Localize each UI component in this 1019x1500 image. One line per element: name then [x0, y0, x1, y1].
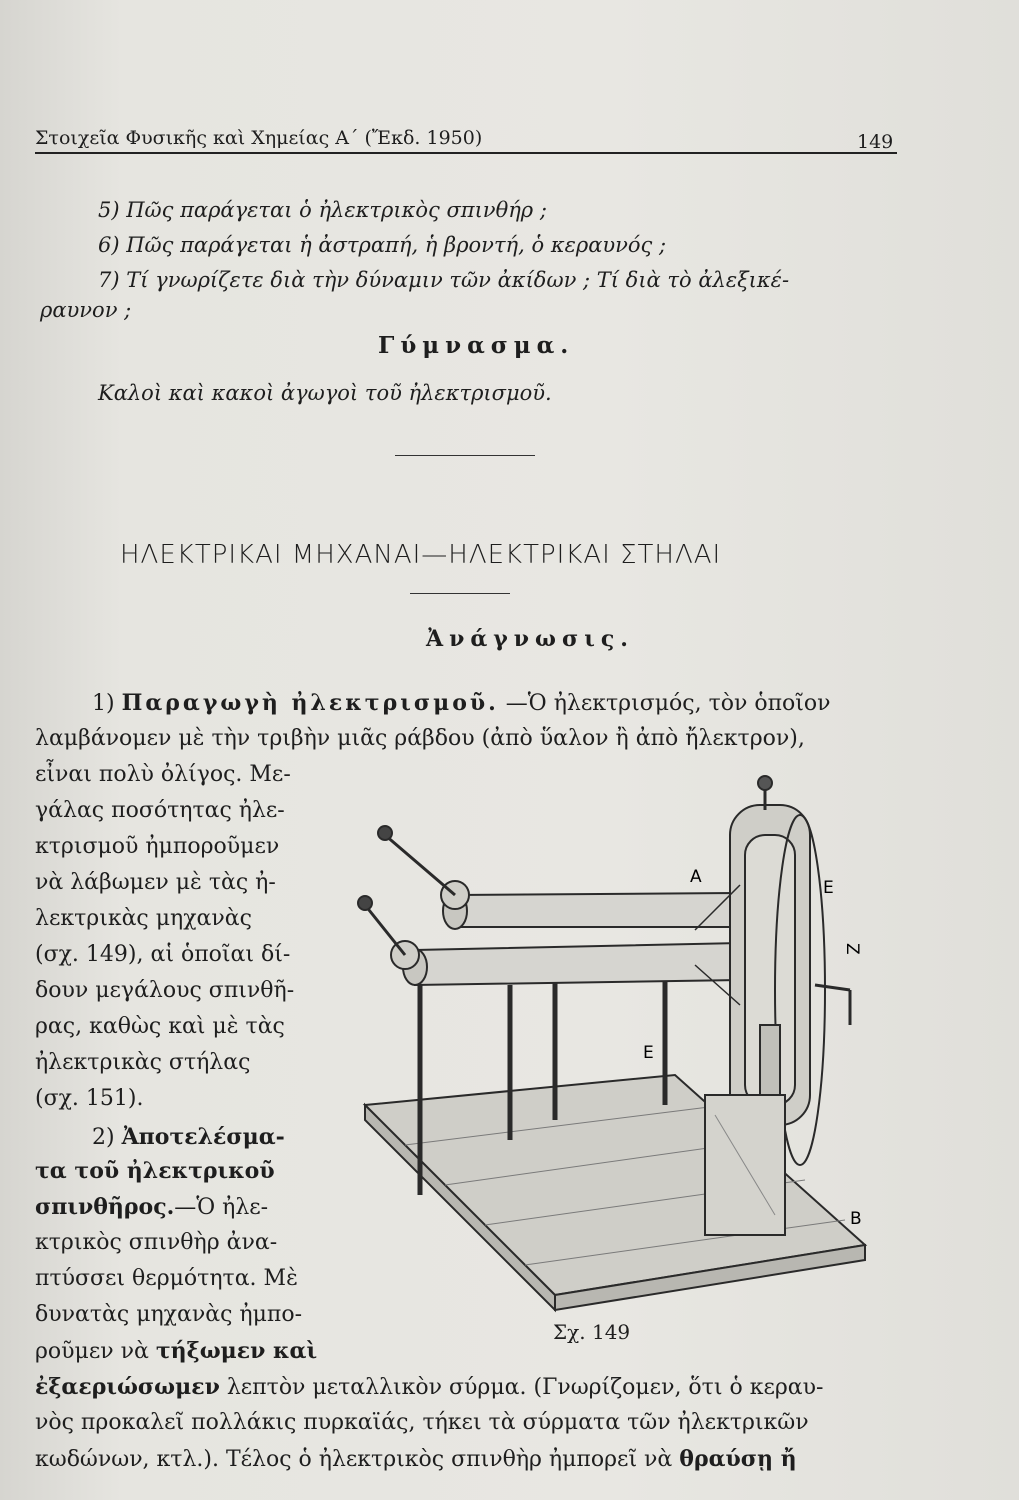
paragraph2-line-9: κωδώνων, κτλ.). Τέλος ὁ ἠλεκτρικὸς σπινθὴρ ἠμπορεῖ νὰ: [35, 1447, 673, 1472]
paragraph1-line-6: λεκτρικὰς μηχανὰς: [35, 906, 252, 931]
paragraph2-heading-2: σπινθῆρος.: [35, 1194, 175, 1220]
paragraph2-line-8: νὸς προκαλεῖ πολλάκις πυρκαϊάς, τήκει τὰ σύρματα τῶν ἠλεκτρικῶν: [35, 1410, 809, 1435]
paragraph2-line-1: κτρικὸς σπινθὴρ ἀνα-: [35, 1230, 278, 1255]
figure-label-B: B: [850, 1209, 862, 1229]
paragraph1-line-1: λαμβάνομεν μὲ τὴν τριβὴν μιᾶς ράβδου (ἀπὸ ὕαλον ἢ ἀπὸ ἤλεκτρον),: [35, 726, 805, 751]
figure-label-E-top: E: [823, 878, 834, 898]
paragraph1-line-11: (σχ. 151).: [35, 1086, 144, 1111]
running-header: Στοιχεῖα Φυσικῆς καὶ Χημείας Α΄ (Ἔκδ. 1950): [35, 127, 483, 149]
section-title: ΗΛΕΚΤΡΙΚΑΙ ΜΗΧΑΝΑΙ—ΗΛΕΚΤΡΙΚΑΙ ΣΤΗΛΑΙ: [120, 540, 722, 570]
paragraph1-heading: Παραγωγὴ ἠλεκτρισμοῦ.: [121, 690, 499, 716]
question-7: 7) Τί γνωρίζετε διὰ τὴν δύναμιν τῶν ἀκίδων ; Τί διὰ τὸ ἀλεξικέ-: [98, 268, 790, 292]
paragraph1-line-5: νὰ λάβωμεν μὲ τὰς ἠ-: [35, 870, 276, 895]
figure-label-A: A: [690, 867, 702, 887]
paragraph2-line-6: ἐξαεριώσωμεν: [35, 1374, 220, 1400]
paragraph2-line-d: [35, 1446, 797, 1472]
paragraph2-line-2: πτύσσει θερμότητα. Μὲ: [35, 1266, 298, 1291]
header-rule: [35, 152, 897, 154]
question-6: 6) Πῶς παράγεται ἡ ἀστραπή, ἡ βροντή, ὁ κεραυνός ;: [98, 233, 667, 257]
paragraph1-line-8: δουν μεγάλους σπινθῆ-: [35, 978, 295, 1003]
paragraph2-line-3: δυνατὰς μηχανὰς ἠμπο-: [35, 1302, 303, 1327]
electrical-machine-illustration: [345, 775, 905, 1315]
paragraph2-line-a: [35, 1194, 268, 1220]
separator-rule: [395, 455, 535, 456]
figure-caption: Σχ. 149: [553, 1320, 631, 1344]
paragraph2-line-4: ροῦμεν νὰ: [35, 1339, 149, 1364]
paragraph1-line-9: ρας, καθὼς καὶ μὲ τὰς: [35, 1014, 285, 1039]
paragraph2-line-0: —Ὁ ἠλε-: [174, 1195, 269, 1220]
paragraph2-heading-1: τα τοῦ ἠλεκτρικοῦ: [35, 1158, 275, 1184]
section-underline: [410, 593, 510, 594]
paragraph2-number: 2): [92, 1125, 115, 1150]
question-5: 5) Πῶς παράγεται ὁ ἠλεκτρικὸς σπινθήρ ;: [98, 198, 547, 222]
paragraph2-line-5: τήξωμεν καὶ: [155, 1338, 318, 1364]
figure-label-E-mid: E: [643, 1043, 654, 1063]
paragraph2-heading-0: Ἀποτελέσμα-: [121, 1124, 285, 1150]
readings-title: Ἀνάγνωσις.: [426, 626, 634, 652]
paragraph1-first-line: [92, 690, 831, 716]
paragraph1-line-10: ἠλεκτρικὰς στήλας: [35, 1050, 251, 1075]
paragraph2-line-7: λεπτὸν μεταλλικὸν σύρμα. (Γνωρίζομεν, ὅτι ὁ κεραυ-: [226, 1375, 824, 1400]
figure-label-Z: Z: [842, 943, 862, 955]
paragraph1-line-0: —Ὁ ἠλεκτρισμός, τὸν ὁποῖον: [505, 691, 831, 716]
page-number: 149: [857, 131, 894, 153]
paragraph1-line-3: γάλας ποσότητας ἠλε-: [35, 798, 285, 823]
paragraph1-number: 1): [92, 691, 115, 716]
paragraph2-first-line: [92, 1124, 285, 1150]
paragraph1-line-4: κτρισμοῦ ἠμποροῦμεν: [35, 834, 280, 859]
exercise-text: Καλοὶ καὶ κακοὶ ἀγωγοὶ τοῦ ἠλεκτρισμοῦ.: [98, 381, 552, 405]
paragraph1-line-2: εἶναι πολὺ ὀλίγος. Με-: [35, 762, 291, 787]
paragraph2-line-10: θραύσῃ ἤ: [679, 1446, 797, 1472]
paragraph2-line-b: [35, 1338, 317, 1364]
exercise-title: Γύμνασμα.: [378, 332, 575, 359]
paragraph1-line-7: (σχ. 149), αἱ ὁποῖαι δί-: [35, 942, 291, 967]
paragraph2-line-c: [35, 1374, 823, 1400]
question-7-continued: ραυνον ;: [40, 298, 132, 322]
